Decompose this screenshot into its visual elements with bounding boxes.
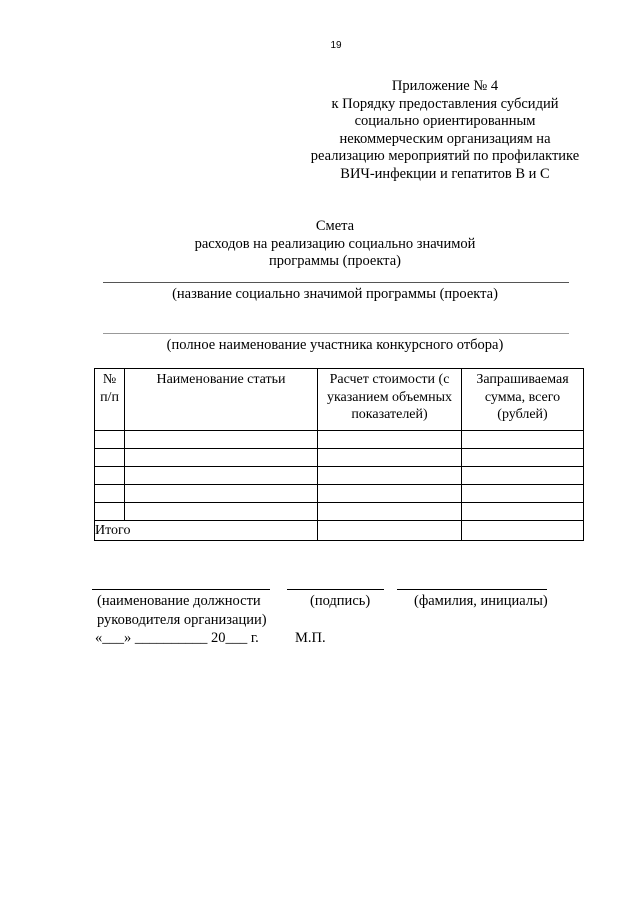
program-name-line	[103, 282, 569, 283]
position-caption: руководителя организации)	[97, 612, 267, 628]
annex-line: к Порядку предоставления субсидий	[331, 95, 559, 112]
table-header-row	[95, 369, 584, 431]
document-title	[160, 218, 510, 271]
annex-line: социально ориентированным	[354, 113, 536, 130]
table-row	[95, 467, 584, 485]
annex-block	[300, 78, 590, 184]
title-line: расходов на реализацию социально значимой	[194, 235, 476, 252]
name-caption: (фамилия, инициалы)	[414, 593, 548, 609]
annex-line: Приложение № 4	[391, 78, 499, 94]
header-requested-amount: Запрашиваемая сумма, всего (рублей)	[462, 369, 584, 431]
program-name-caption: (название социально значимой программы (проекта)	[172, 286, 498, 302]
table-row	[95, 485, 584, 503]
date-line: «___» __________ 20___ г.	[95, 630, 259, 646]
annex-line: реализацию мероприятий по профилактике	[310, 148, 580, 165]
table-total-row	[95, 521, 584, 541]
sign-signature-line	[287, 589, 384, 590]
header-number: № п/п	[95, 369, 125, 431]
total-label: Итого	[95, 521, 318, 541]
participant-name-line	[103, 333, 569, 334]
page-number: 19	[330, 40, 342, 51]
table-row	[95, 449, 584, 467]
estimate-table	[94, 368, 584, 541]
position-caption: (наименование должности	[97, 593, 261, 609]
stamp-label: М.П.	[295, 630, 326, 646]
title-line: Смета	[315, 218, 355, 234]
header-cost-calculation: Расчет стоимости (с указанием объемных показателей)	[318, 369, 462, 431]
annex-line: ВИЧ-инфекции и гепатитов В и С	[340, 165, 550, 182]
table-row	[95, 503, 584, 521]
header-item-name: Наименование статьи	[125, 369, 318, 431]
position-signature-line	[92, 589, 270, 590]
title-line: программы (проекта)	[269, 253, 401, 269]
annex-line: некоммерческим организациям на	[339, 130, 551, 147]
name-signature-line	[397, 589, 547, 590]
signature-caption: (подпись)	[310, 593, 371, 609]
participant-name-caption: (полное наименование участника конкурсного отбора)	[166, 337, 504, 353]
table-row	[95, 431, 584, 449]
